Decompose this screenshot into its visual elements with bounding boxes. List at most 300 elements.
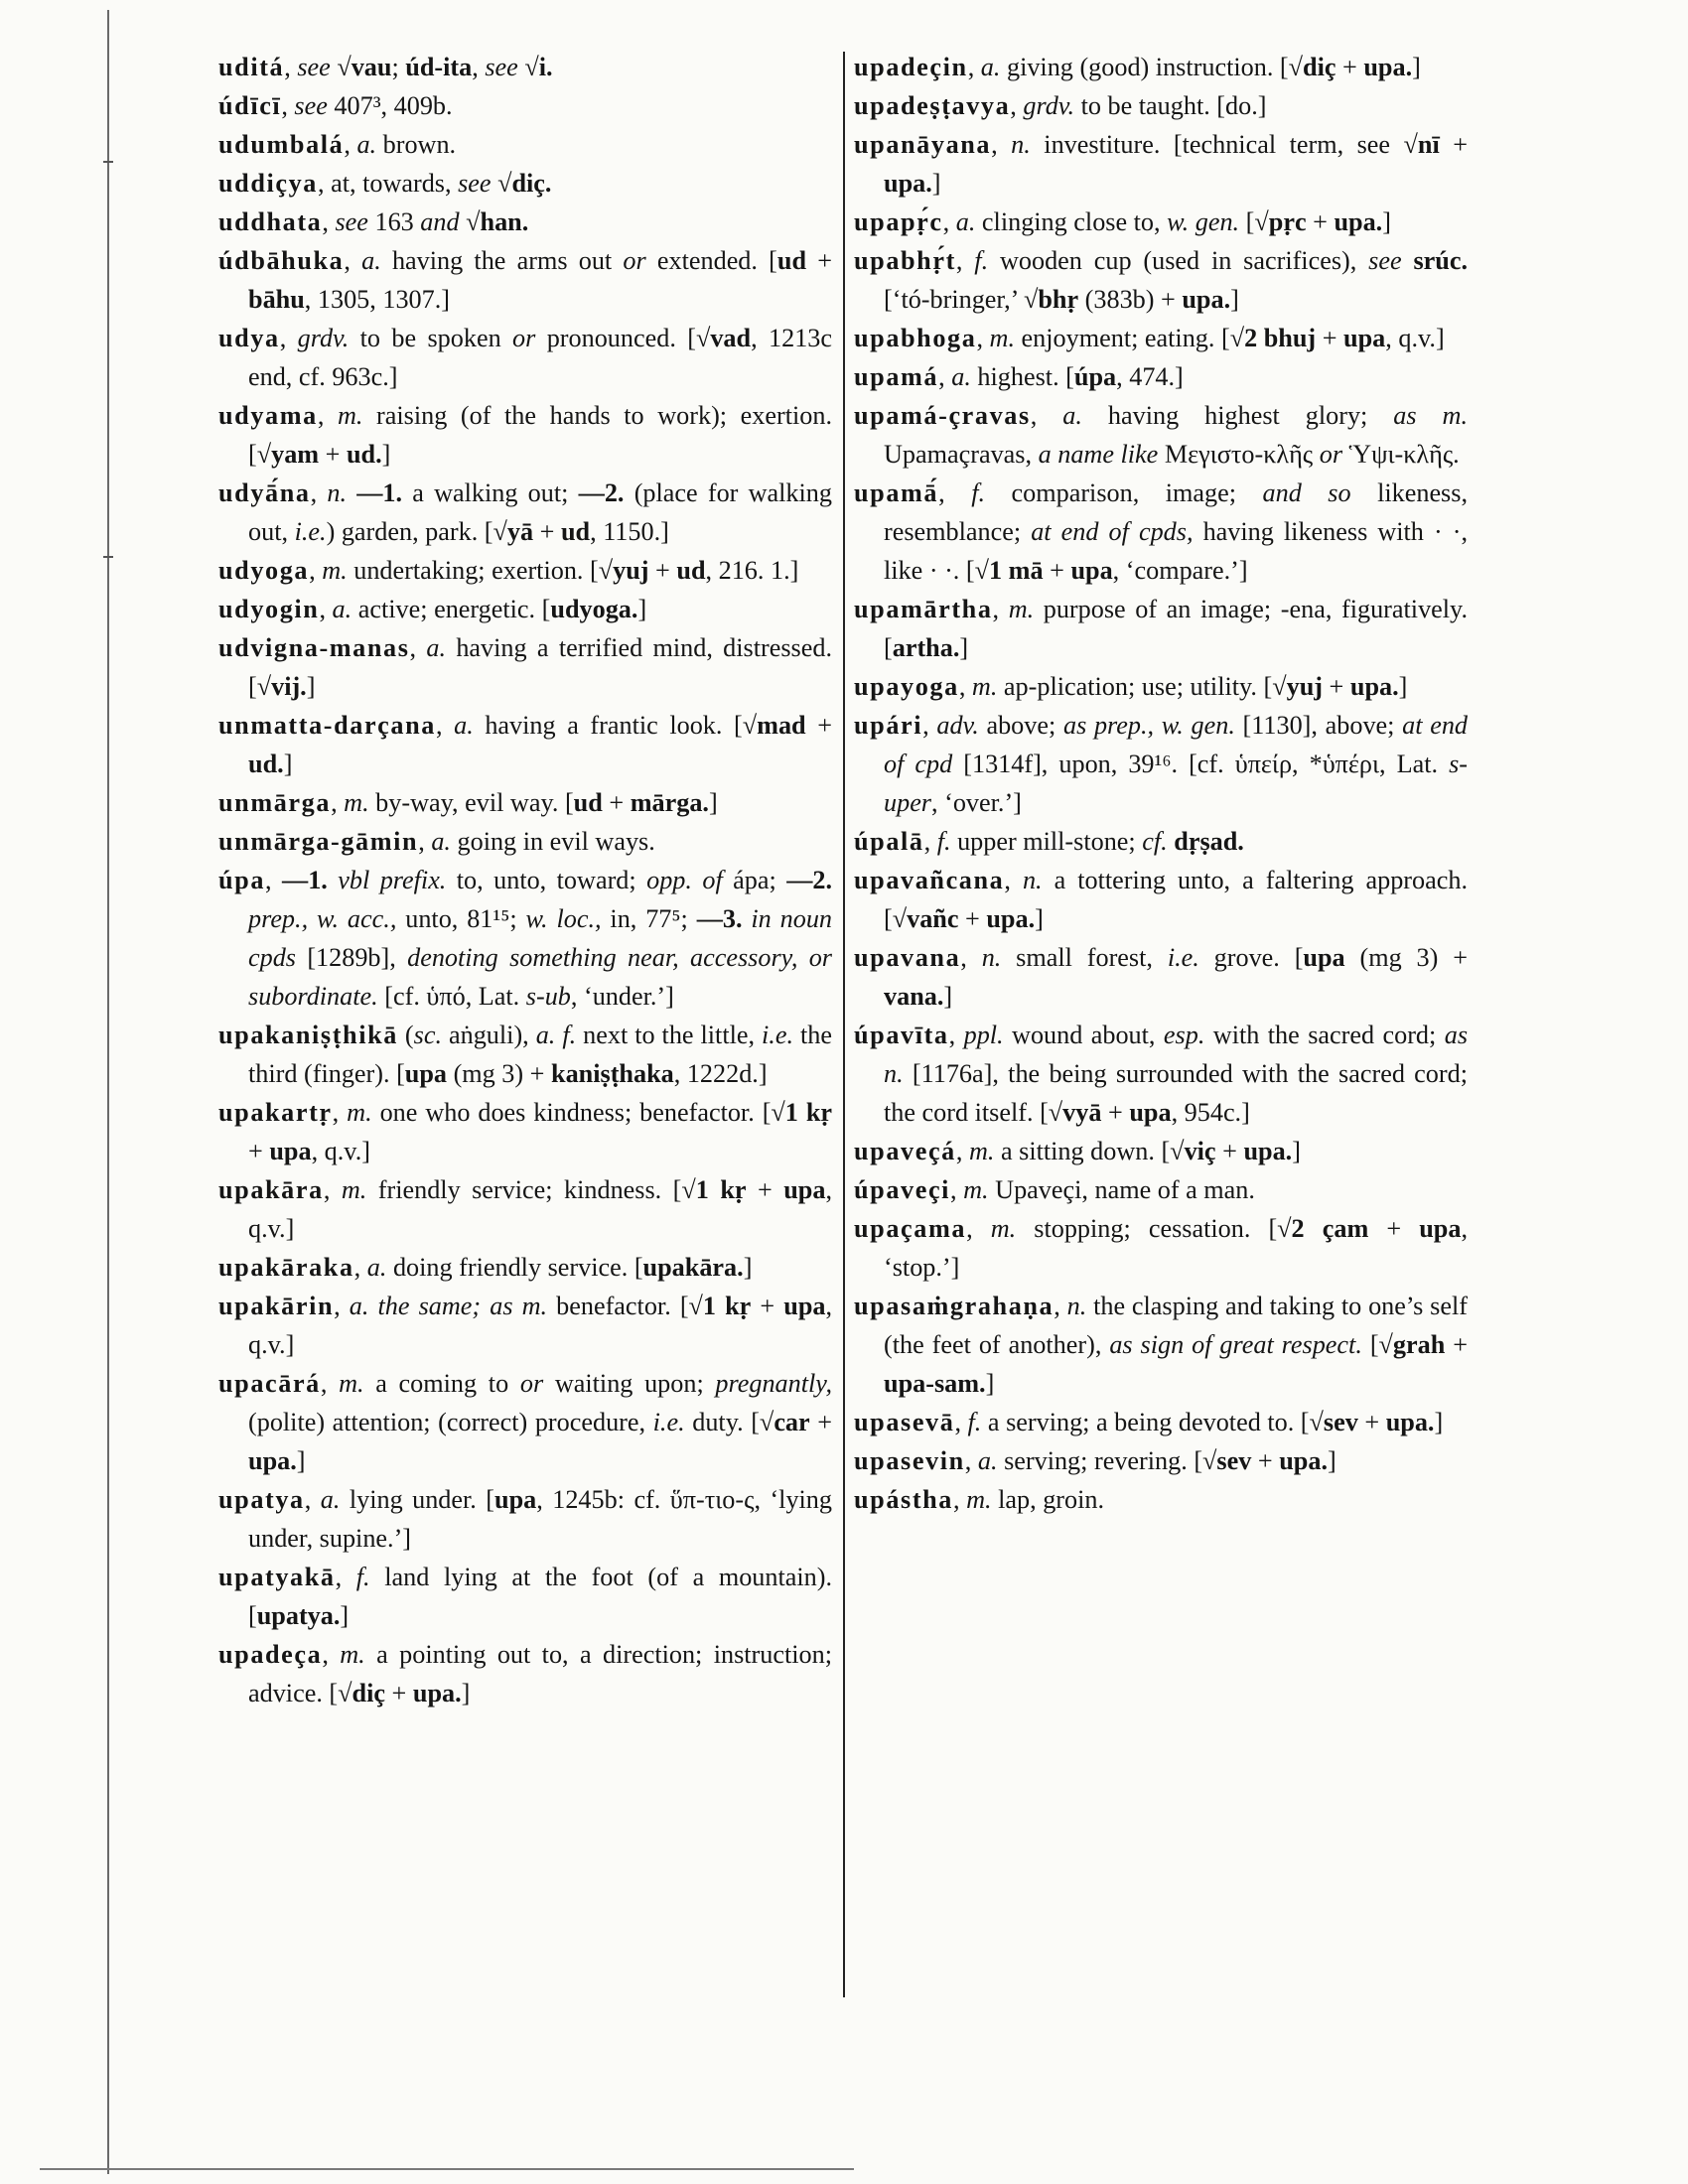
entry-text: by-way, evil way. [ <box>368 788 574 817</box>
entry-text: [1176a], the being surrounded with the sacred cord; the cord itself. [√ <box>884 1059 1468 1127</box>
entry-text: , <box>323 1175 342 1204</box>
dictionary-entry <box>854 1170 1468 1209</box>
entry-bold-text: sev <box>1323 1408 1358 1436</box>
entry-text: ] <box>1398 672 1408 701</box>
entry-italic-text: m. <box>971 672 998 701</box>
entry-bold-text: —1. <box>282 866 328 894</box>
entry-italic-text: m. <box>963 1175 989 1204</box>
dictionary-entry <box>854 203 1468 241</box>
entry-text: raising (of the hands to work); exertion. [√ <box>248 401 832 469</box>
entry-italic-text: m. <box>966 1485 992 1514</box>
entry-italic-text: see <box>1368 246 1402 275</box>
entry-text: , 1245b: cf. ὕπ-τιο-ς, ‘lying under, supine.’] <box>248 1485 832 1553</box>
entry-italic-text: a. <box>426 633 447 662</box>
entry-text: + <box>958 904 987 933</box>
entry-headword: uditá <box>218 53 285 81</box>
entry-text: , <box>344 130 357 159</box>
entry-text: to be taught. [do.] <box>1074 91 1267 120</box>
entry-text: , 1305, 1307.] <box>304 285 451 314</box>
entry-text: , 954c.] <box>1171 1098 1250 1127</box>
entry-bold-text: 2 çam <box>1291 1214 1369 1243</box>
entry-text: land lying at the foot (of a mountain). [ <box>248 1563 833 1630</box>
entry-text: lying under. [ <box>340 1485 495 1514</box>
entry-italic-text: w. gen. <box>1167 207 1240 236</box>
entry-italic-text: s-uper <box>884 750 1468 817</box>
entry-text: + <box>751 1292 784 1320</box>
entry-italic-text: as n. <box>884 1021 1469 1088</box>
dictionary-entry <box>854 125 1468 203</box>
entry-bold-text: han. <box>480 207 529 236</box>
entry-bold-text: yā <box>506 517 534 546</box>
entry-italic-text: i.e. <box>762 1021 794 1049</box>
entry-text <box>347 478 356 507</box>
entry-headword: upadeça <box>218 1640 323 1669</box>
entry-italic-text: m. <box>341 1175 367 1204</box>
entry-italic-text: at end of cpd <box>884 711 1469 778</box>
dictionary-entry <box>854 1132 1468 1170</box>
entry-text: + <box>602 788 631 817</box>
entry-italic-text: n. <box>1066 1292 1087 1320</box>
entry-bold-text: 1 kṛ <box>695 1175 747 1204</box>
entry-italic-text: f. <box>974 246 989 275</box>
entry-italic-text: a. <box>1062 401 1082 430</box>
entry-bold-text: upa <box>783 1175 826 1204</box>
entry-text: [√ <box>1361 1330 1393 1359</box>
entry-text: , <box>955 1137 969 1165</box>
entry-headword: upanāyana <box>854 130 992 159</box>
entry-bold-text: grah <box>1392 1330 1446 1359</box>
entry-text: ] <box>1434 1408 1444 1436</box>
entry-bold-text: upa. <box>1182 285 1231 314</box>
entry-text: brown. <box>376 130 457 159</box>
entry-italic-text: or <box>512 324 536 352</box>
entry-text: + <box>809 1408 833 1436</box>
entry-text: √ <box>459 207 481 236</box>
entry-text: √ <box>517 53 539 81</box>
entry-text: giving (good) instruction. [√ <box>1000 53 1304 81</box>
entry-text: (polite) attention; (correct) procedure, <box>248 1408 653 1436</box>
entry-text: ] <box>1412 53 1421 81</box>
entry-italic-text: as m. <box>1393 401 1468 430</box>
entry-text: , <box>1010 91 1024 120</box>
entry-headword: upakārin <box>218 1292 335 1320</box>
entry-text: , <box>418 827 432 856</box>
entry-text: ] <box>461 1679 471 1707</box>
entry-headword: upakaniṣṭhikā <box>218 1021 398 1049</box>
entry-bold-text: vij. <box>271 672 307 701</box>
dictionary-entry <box>854 822 1468 861</box>
entry-bold-text: pṛc <box>1268 207 1307 236</box>
entry-italic-text: m. <box>990 1214 1017 1243</box>
dictionary-entry <box>218 1480 832 1558</box>
entry-bold-text: upa. <box>884 169 932 198</box>
entry-text: (place for walking out, <box>248 478 832 546</box>
entry-text: Ὑψι-κλῆς. <box>1342 440 1460 469</box>
entry-italic-text: a. <box>454 711 474 740</box>
entry-text: , q.v.] <box>248 1292 833 1359</box>
entry-text: √ <box>491 169 512 198</box>
dictionary-entry <box>218 86 832 125</box>
entry-text: , <box>954 1408 968 1436</box>
entry-headword: upavana <box>854 943 961 972</box>
entry-text: + <box>1251 1446 1280 1475</box>
entry-text: , <box>332 1098 348 1127</box>
entry-text: duty. [√ <box>684 1408 774 1436</box>
entry-headword: udyogin <box>218 595 320 623</box>
entry-italic-text: f. <box>967 1408 982 1436</box>
entry-text: ] <box>340 1601 350 1630</box>
binding-tick <box>103 556 113 558</box>
entry-italic-text: a. <box>977 1446 998 1475</box>
entry-headword: udumbalá <box>218 130 345 159</box>
entry-text: ] <box>708 788 718 817</box>
entry-headword: udvigna-manas <box>218 633 410 662</box>
page-binding-edge <box>107 10 109 2174</box>
entry-text: , <box>317 401 338 430</box>
entry-text: , <box>1004 866 1023 894</box>
dictionary-entry <box>218 1248 832 1287</box>
entry-text: Upamaçravas, <box>884 440 1039 469</box>
entry-text: one who does kindness; benefactor. [√ <box>371 1098 785 1127</box>
entry-text: a sitting down. [√ <box>994 1137 1185 1165</box>
entry-headword: upabhoga <box>854 324 977 352</box>
entry-text: doing friendly service. [ <box>386 1253 643 1282</box>
entry-bold-text: úpa <box>1073 362 1117 391</box>
entry-headword: úpalā <box>854 827 924 856</box>
entry-bold-text: ud <box>573 788 603 817</box>
entry-text: with the sacred cord; <box>1204 1021 1445 1049</box>
entry-bold-text: 1 kṛ <box>702 1292 752 1320</box>
entry-text: a tottering unto, a faltering approach. [√ <box>884 866 1469 933</box>
entry-text: + <box>1316 324 1344 352</box>
entry-text: √ <box>330 53 352 81</box>
entry-text: (383b) + <box>1078 285 1183 314</box>
dictionary-entry <box>218 474 832 551</box>
entry-headword: údbāhuka <box>218 246 345 275</box>
entry-text: friendly service; kindness. [√ <box>366 1175 696 1204</box>
entry-italic-text: a. <box>320 1485 341 1514</box>
entry-text: the third (finger). [ <box>248 1021 832 1088</box>
entry-bold-text: upakāra. <box>642 1253 744 1282</box>
dictionary-entry <box>218 1016 832 1093</box>
entry-text: ] <box>743 1253 753 1282</box>
entry-italic-text: see <box>297 53 331 81</box>
entry-italic-text: a. <box>951 362 971 391</box>
entry-text: , ‘under.’] <box>570 982 674 1011</box>
entry-text: a walking out; <box>402 478 579 507</box>
entry-text: going in evil ways. <box>450 827 655 856</box>
entry-text: serving; revering. [√ <box>997 1446 1217 1475</box>
entry-italic-text: or <box>623 246 646 275</box>
entry-bold-text: yuj <box>1286 672 1323 701</box>
entry-text: , <box>322 207 336 236</box>
entry-text: + <box>319 440 347 469</box>
entry-italic-text: i.e. <box>652 1408 685 1436</box>
entry-italic-text: n. <box>1011 130 1031 159</box>
entry-italic-text: m. <box>322 556 348 585</box>
entry-text: , <box>955 246 975 275</box>
entry-text: , <box>964 1446 978 1475</box>
entry-bold-text: vañc <box>907 904 959 933</box>
entry-text: + <box>1357 1408 1386 1436</box>
entry-headword: upamā́ <box>854 478 939 507</box>
entry-text: having highest glory; <box>1081 401 1394 430</box>
entry-headword: upapṛ́c <box>854 207 943 236</box>
entry-text: ] <box>959 633 969 662</box>
entry-text: upper mill-stone; <box>950 827 1143 856</box>
entry-bold-text: —2. <box>786 866 833 894</box>
entry-italic-text: a name like <box>1038 440 1159 469</box>
entry-text: + <box>1101 1098 1130 1127</box>
entry-text: , <box>948 1021 964 1049</box>
entry-text: [‘tó-bringer,’ √ <box>884 285 1039 314</box>
entry-text: extended. [ <box>645 246 777 275</box>
bottom-rule <box>40 2168 854 2170</box>
entry-text: [1314f], upon, 39¹⁶. [cf. ὑπείρ, *ὑπέρι, Lat. <box>952 750 1450 778</box>
entry-text: , <box>1054 1292 1067 1320</box>
entry-bold-text: —3. <box>696 904 743 933</box>
dictionary-entry <box>854 590 1468 667</box>
entry-text: waiting upon; <box>543 1369 716 1398</box>
entry-italic-text: m. <box>344 788 369 817</box>
entry-bold-text: upa <box>1129 1098 1172 1127</box>
entry-text: having likeness with · ·, like · ·. [√ <box>884 517 1468 585</box>
entry-italic-text: in noun cpds <box>248 904 833 972</box>
entry-bold-text: viç <box>1184 1137 1216 1165</box>
entry-bold-text: upa-sam. <box>884 1369 986 1398</box>
entry-text: ] <box>381 440 391 469</box>
entry-bold-text: dṛṣad. <box>1174 827 1244 856</box>
entry-text: , <box>435 711 455 740</box>
entry-bold-text: ud. <box>248 750 284 778</box>
entry-text: + <box>1439 130 1468 159</box>
entry-text: , 474.] <box>1116 362 1184 391</box>
entry-bold-text: bāhu <box>248 285 305 314</box>
entry-text: , <box>953 1485 967 1514</box>
entry-text: ap-plication; use; utility. [√ <box>997 672 1287 701</box>
entry-headword: údīcī <box>218 91 282 120</box>
dictionary-entry <box>218 241 832 319</box>
dictionary-entry <box>218 125 832 164</box>
entry-text: ) garden, park. [√ <box>326 517 507 546</box>
dictionary-entry <box>854 938 1468 1016</box>
entry-headword: udyā́na <box>218 478 311 507</box>
entry-text: wound about, <box>1003 1021 1164 1049</box>
entry-bold-text: upa <box>1070 556 1113 585</box>
dictionary-entry <box>218 1170 832 1248</box>
entry-italic-text: as prep., w. gen. <box>1062 711 1235 740</box>
entry-headword: upacārá <box>218 1369 321 1398</box>
entry-text: , <box>922 711 937 740</box>
entry-text: having a frantic look. [√ <box>473 711 758 740</box>
entry-text: , <box>322 1640 341 1669</box>
entry-text: , <box>265 866 283 894</box>
entry-bold-text: upa <box>1419 1214 1462 1243</box>
entry-italic-text: prep., w. acc., <box>248 904 397 933</box>
entry-bold-text: bhṛ <box>1038 285 1079 314</box>
dictionary-entry <box>854 861 1468 938</box>
entry-italic-text: m. <box>347 1098 372 1127</box>
entry-italic-text: m. <box>339 1369 364 1398</box>
entry-bold-text: vau <box>351 53 392 81</box>
entry-text: , <box>966 1214 991 1243</box>
entry-text: above; <box>978 711 1063 740</box>
entry-bold-text: upa. <box>1349 672 1399 701</box>
entry-text: [cf. ὑπό, Lat. <box>377 982 526 1011</box>
entry-text: , <box>938 362 952 391</box>
entry-italic-text: i.e. <box>1167 943 1199 972</box>
entry-italic-text: m. <box>1008 595 1035 623</box>
entry-italic-text: and <box>420 207 460 236</box>
entry-text: , <box>344 246 362 275</box>
entry-bold-text: —1. <box>356 478 403 507</box>
entry-text: ] <box>1230 285 1239 314</box>
entry-headword: upamá <box>854 362 939 391</box>
dictionary-entry <box>854 1403 1468 1441</box>
entry-text: undertaking; exertion. [√ <box>347 556 614 585</box>
entry-italic-text: adv. <box>936 711 979 740</box>
entry-italic-text: see <box>294 91 328 120</box>
entry-italic-text: a. f. <box>535 1021 577 1049</box>
dictionary-entry <box>854 86 1468 125</box>
entry-text: , 1150.] <box>590 517 669 546</box>
entry-text: , <box>279 324 298 352</box>
entry-text: unto, 81¹⁵; <box>396 904 526 933</box>
entry-text: , <box>304 1485 321 1514</box>
entry-bold-text: upa. <box>1243 1137 1293 1165</box>
entry-italic-text: f. <box>971 478 986 507</box>
entry-text: in, 77⁵; <box>601 904 697 933</box>
entry-text: next to the little, <box>576 1021 763 1049</box>
entry-italic-text: s-ub <box>525 982 571 1011</box>
right-column <box>854 48 1468 1519</box>
entry-text: [1289b], <box>296 943 408 972</box>
entry-italic-text: or <box>519 1369 544 1398</box>
entry-text: purpose of an image; -ena, figuratively. [ <box>884 595 1469 662</box>
entry-text: a coming to <box>363 1369 520 1398</box>
dictionary-entry <box>218 48 832 86</box>
dictionary-entry <box>854 1209 1468 1287</box>
entry-bold-text: ud <box>560 517 591 546</box>
entry-headword: unmārga-gāmin <box>218 827 419 856</box>
entry-bold-text: sev <box>1216 1446 1252 1475</box>
entry-text: , <box>938 478 972 507</box>
entry-italic-text: m. <box>340 1640 365 1669</box>
entry-headword: upatya <box>218 1485 305 1514</box>
entry-text: + <box>1043 556 1071 585</box>
dictionary-entry <box>218 706 832 783</box>
entry-headword: upakāraka <box>218 1253 354 1282</box>
entry-text: active; energetic. [ <box>352 595 551 623</box>
dictionary-entry <box>218 551 832 590</box>
entry-text: , <box>320 1369 340 1398</box>
entry-italic-text: i.e. <box>294 517 327 546</box>
dictionary-entry <box>854 357 1468 396</box>
entry-text: , <box>992 595 1009 623</box>
entry-text: grove. [ <box>1198 943 1304 972</box>
entry-text: , <box>281 91 295 120</box>
entry-headword: upadeṣṭavya <box>854 91 1011 120</box>
entry-italic-text: m. <box>968 1137 995 1165</box>
entry-text: ] <box>1292 1137 1301 1165</box>
entry-text: + <box>385 1679 413 1707</box>
entry-headword: uddhata <box>218 207 323 236</box>
entry-bold-text: mārga. <box>630 788 709 817</box>
dictionary-entry <box>218 861 832 1016</box>
dictionary-entry <box>218 1364 832 1480</box>
entry-text: + <box>805 711 832 740</box>
dictionary-entry <box>854 241 1468 319</box>
dictionary-entry <box>218 590 832 628</box>
entry-bold-text: yuj <box>613 556 649 585</box>
entry-italic-text: a. <box>332 595 352 623</box>
entry-text: likeness, resemblance; <box>884 478 1468 546</box>
dictionary-entry <box>854 667 1468 706</box>
entry-bold-text: vyā <box>1062 1098 1102 1127</box>
entry-headword: upasevin <box>854 1446 965 1475</box>
entry-bold-text: artha. <box>892 633 960 662</box>
entry-italic-text: a. <box>361 246 381 275</box>
entry-italic-text: vbl prefix. <box>338 866 447 894</box>
dictionary-entry <box>854 1016 1468 1132</box>
entry-text: [√ <box>1239 207 1269 236</box>
entry-headword: upamārtha <box>854 595 993 623</box>
entry-text: , <box>1030 401 1063 430</box>
entry-text: having the arms out <box>380 246 624 275</box>
entry-bold-text: udyoga. <box>550 595 638 623</box>
entry-headword: unmatta-darçana <box>218 711 436 740</box>
entry-italic-text: a. <box>356 130 377 159</box>
entry-italic-text: pregnantly, <box>715 1369 833 1398</box>
entry-text: + <box>806 246 832 275</box>
entry-text: + <box>1215 1137 1244 1165</box>
entry-text: , <box>960 943 982 972</box>
entry-headword: unmārga <box>218 788 332 817</box>
entry-italic-text: m. <box>989 324 1015 352</box>
entry-bold-text: —2. <box>578 478 625 507</box>
entry-text: enjoyment; eating. [√ <box>1015 324 1245 352</box>
entry-text: + <box>1323 672 1350 701</box>
entry-bold-text: upa. <box>412 1679 462 1707</box>
entry-text: ; <box>391 53 406 81</box>
entry-text: , 1222d.] <box>673 1059 768 1088</box>
entry-text: + <box>533 517 561 546</box>
entry-text: ] <box>931 169 941 198</box>
entry-text: 407³, 409b. <box>327 91 453 120</box>
entry-text: ( <box>397 1021 414 1049</box>
entry-bold-text: nī <box>1417 130 1440 159</box>
entry-headword: udyoga <box>218 556 310 585</box>
entry-text: clinging close to, <box>975 207 1168 236</box>
entry-italic-text: see <box>335 207 368 236</box>
entry-italic-text: n. <box>327 478 347 507</box>
entry-bold-text: upa. <box>1334 207 1383 236</box>
entry-text: 163 <box>367 207 421 236</box>
entry-text: highest. [ <box>970 362 1074 391</box>
entry-headword: upaveçá <box>854 1137 956 1165</box>
entry-headword: úpa <box>218 866 266 894</box>
entry-text: + <box>1368 1214 1420 1243</box>
entry-text: to be spoken <box>349 324 513 352</box>
entry-text: ] <box>296 1446 306 1475</box>
entry-text: + <box>1336 53 1364 81</box>
entry-italic-text: n. <box>1022 866 1043 894</box>
entry-text: , 216. 1.] <box>705 556 799 585</box>
entry-italic-text: a. <box>955 207 976 236</box>
left-column <box>218 48 832 1712</box>
entry-italic-text: denoting something near, accessory, or subordinate. <box>248 943 832 1011</box>
entry-headword: upavañcana <box>854 866 1005 894</box>
